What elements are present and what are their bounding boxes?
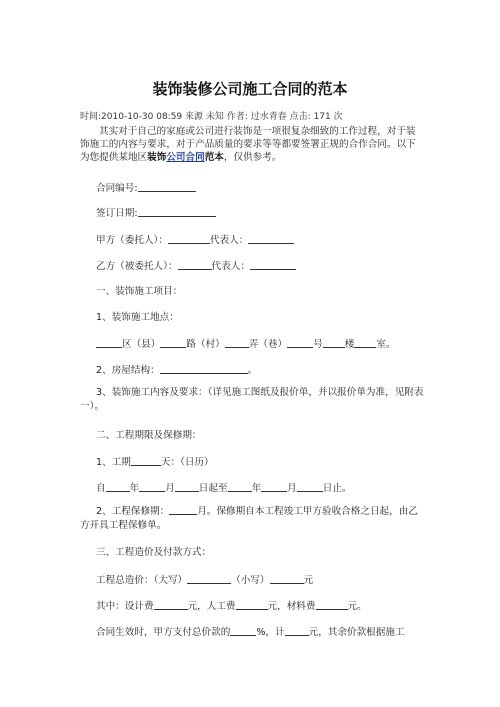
document-title: 装饰装修公司施工合同的范本 xyxy=(152,80,348,98)
district-label: 区（县） xyxy=(122,339,161,350)
room-blank[interactable] xyxy=(354,337,376,348)
intro-paragraph xyxy=(80,125,420,164)
section-3-title: 三、工程造价及付款方式： xyxy=(96,547,212,558)
labor-fee-label: 元，人工费 xyxy=(187,601,236,612)
contract-number-blank[interactable] xyxy=(138,181,196,192)
construction-content-paragraph: 3、装饰施工内容及要求：（详见施工图纸及报价单，并以报价单为准，见附表一）。 xyxy=(80,387,424,412)
design-fee-label: 其中：设计费 xyxy=(96,601,154,612)
party-a-blank[interactable] xyxy=(168,233,210,244)
start-day-label: 日起至 xyxy=(198,483,228,494)
price-breakdown-line xyxy=(96,599,426,613)
material-fee-label: 元，材料费 xyxy=(267,601,316,612)
end-day-label: 日止。 xyxy=(322,483,352,494)
contract-number-line xyxy=(96,181,426,195)
article-meta: 时间:2010-10-30 08:59 来源 未知 作者: 过水青春 点击: 171 次 xyxy=(80,112,343,122)
house-structure-line xyxy=(96,363,426,377)
site-address-line xyxy=(96,337,426,351)
author-value: 过水青春 xyxy=(250,112,287,122)
end-month-blank[interactable] xyxy=(261,481,287,492)
source-value: 未知 xyxy=(205,112,224,122)
section-2-title: 二、工程期限及保修期： xyxy=(96,430,202,441)
clicks-label: 点击 xyxy=(289,112,308,122)
warranty-label: 2、工程保修期： xyxy=(96,506,170,517)
party-a-label: 甲方（委托人）： xyxy=(96,235,168,246)
road-label: 路（村） xyxy=(186,339,225,350)
construction-period-line xyxy=(96,455,426,469)
house-structure-blank[interactable] xyxy=(160,363,248,374)
labor-fee-blank[interactable] xyxy=(236,599,268,610)
source-label: 来源 xyxy=(185,112,204,122)
road-blank[interactable] xyxy=(160,337,186,348)
price-unit: 元 xyxy=(303,575,314,586)
contract-number-label: 合同编号: xyxy=(96,183,138,194)
price-lower-blank[interactable] xyxy=(270,573,304,584)
house-structure-end: 。 xyxy=(247,365,258,376)
building-blank[interactable] xyxy=(323,337,345,348)
intro-keyword: 装饰 xyxy=(147,152,167,163)
payment-line xyxy=(96,625,426,639)
party-b-line xyxy=(96,259,426,273)
start-day-blank[interactable] xyxy=(175,481,199,492)
start-year-label: 年 xyxy=(129,483,140,494)
sign-date-blank[interactable] xyxy=(138,206,216,217)
price-upper-blank[interactable] xyxy=(187,573,231,584)
start-month-label: 月 xyxy=(165,483,175,494)
from-label: 自 xyxy=(96,483,106,494)
period-unit: 天：（日历） xyxy=(160,457,214,468)
warranty-months-blank[interactable] xyxy=(169,504,197,515)
period-days-blank[interactable] xyxy=(131,455,161,466)
contract-link[interactable]: 公司合同 xyxy=(166,152,205,163)
party-a-line xyxy=(96,233,426,247)
building-label: 楼 xyxy=(344,339,355,350)
sign-date-label: 签订日期: xyxy=(96,208,138,219)
author-label: 作者 xyxy=(226,112,245,122)
warranty-paragraph xyxy=(80,504,426,533)
party-a-rep-blank[interactable] xyxy=(248,233,294,244)
breakdown-end: 元。 xyxy=(347,601,367,612)
site-location-label: 1、装饰施工地点： xyxy=(96,312,179,323)
number-label: 号 xyxy=(313,339,323,350)
sign-date-line xyxy=(96,206,426,220)
clicks-unit: 次 xyxy=(333,112,343,122)
intro-text: 其实对于自己的家庭或公司进行装饰是一项很复杂细致的工作过程，对于装饰施工的内容与要求，对于产品质量的要求等等都要签署正规的合作合同。以下为您提供某地区 xyxy=(80,126,416,163)
end-year-blank[interactable] xyxy=(228,481,252,492)
party-a-rep-label: 代表人： xyxy=(209,235,249,246)
payment-text-a: 合同生效时，甲方支付总价款的 xyxy=(96,627,231,638)
end-month-label: 月 xyxy=(287,483,297,494)
end-year-label: 年 xyxy=(251,483,262,494)
material-fee-blank[interactable] xyxy=(316,599,348,610)
party-b-rep-label: 代表人： xyxy=(211,261,250,272)
clicks-count: 171 xyxy=(313,112,331,122)
publish-time: 2010-10-30 08:59 xyxy=(101,112,183,122)
period-label: 1、工期 xyxy=(96,457,131,468)
intro-keyword-2: 范本 xyxy=(204,152,224,163)
party-b-rep-blank[interactable] xyxy=(250,259,296,270)
total-price-line xyxy=(96,573,426,587)
party-b-blank[interactable] xyxy=(178,259,212,270)
date-range-line xyxy=(96,481,426,495)
section-1-title: 一、装饰施工项目： xyxy=(96,286,183,297)
lane-blank[interactable] xyxy=(225,337,249,348)
room-label: 室。 xyxy=(376,339,396,350)
payment-text-b: %，计 xyxy=(256,627,285,638)
start-month-blank[interactable] xyxy=(139,481,165,492)
end-day-blank[interactable] xyxy=(297,481,323,492)
price-lower-label: （小写） xyxy=(231,575,270,586)
intro-text-end: ，仅供参考。 xyxy=(223,152,282,163)
payment-percent-blank[interactable] xyxy=(230,625,256,636)
party-b-label: 乙方（被委托人）： xyxy=(96,261,178,272)
number-blank[interactable] xyxy=(287,337,313,348)
warranty-text: 月。保修期自本工程竣工甲方验收合格之日起，由乙方开具工程保修单。 xyxy=(80,506,418,531)
payment-text-c: 元，其余价款根据施工 xyxy=(308,627,405,638)
total-price-label: 工程总造价：（大写） xyxy=(96,575,188,586)
design-fee-blank[interactable] xyxy=(154,599,188,610)
payment-amount-blank[interactable] xyxy=(285,625,309,636)
lane-label: 弄（巷） xyxy=(248,339,288,350)
house-structure-label: 2、房屋结构： xyxy=(96,365,160,376)
district-blank[interactable] xyxy=(96,337,122,348)
time-label: 时间: xyxy=(80,112,102,122)
start-year-blank[interactable] xyxy=(106,481,130,492)
